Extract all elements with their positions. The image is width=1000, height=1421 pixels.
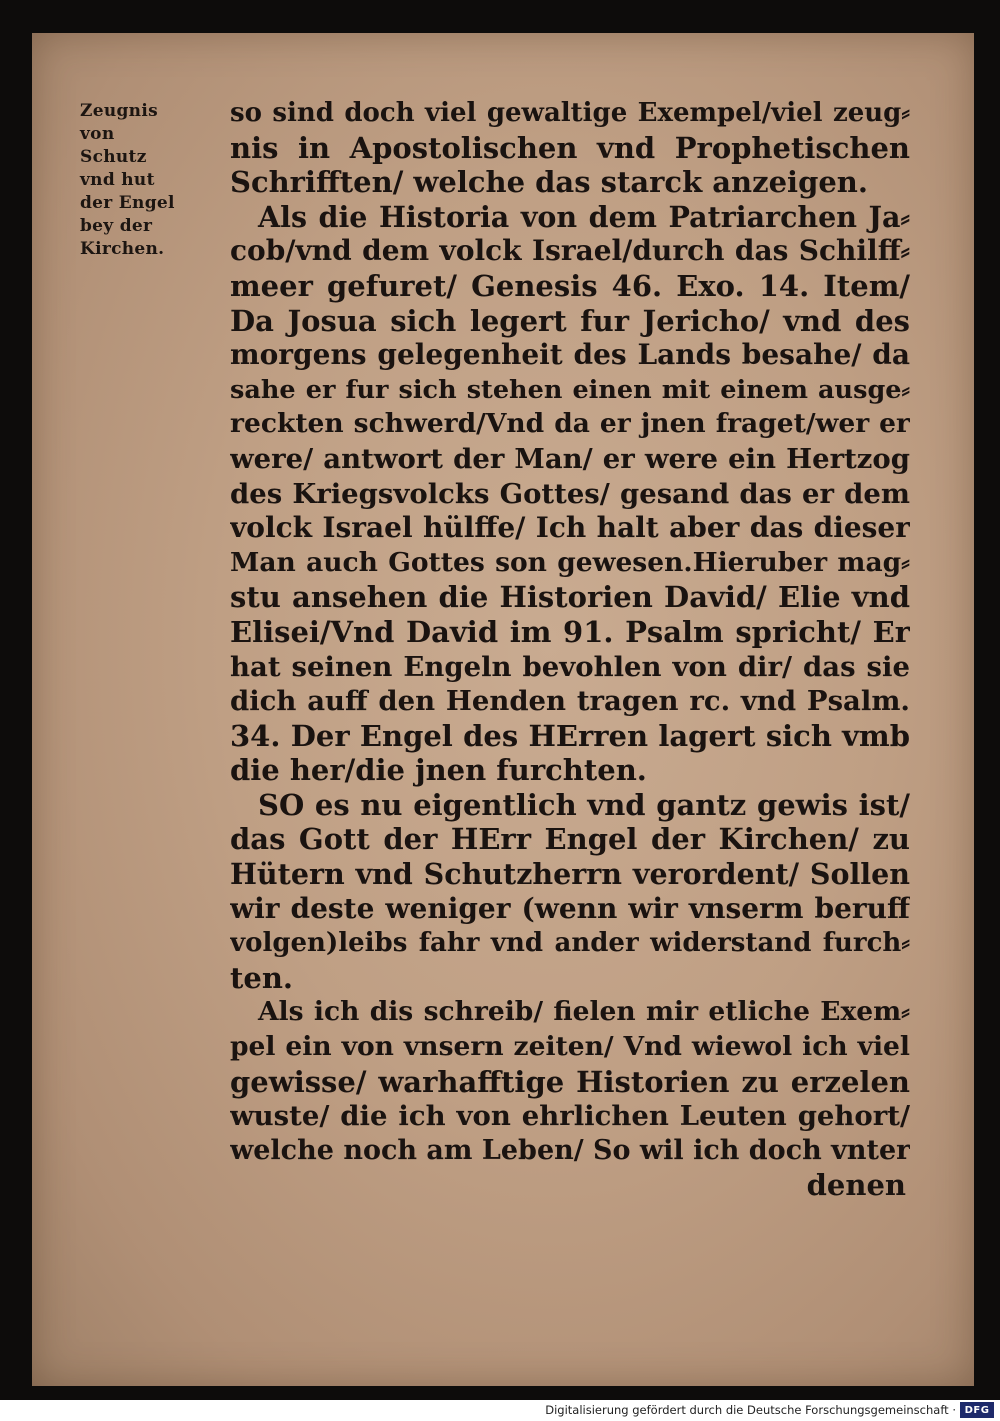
text-line: stu ansehen die Historien David/ Elie vnd [230, 580, 910, 615]
text-line: hat seinen Engeln bevohlen von dir/ das sie [230, 650, 910, 683]
text-line: wir deste weniger (wenn wir vnserm beruff [230, 891, 910, 925]
text-line: Man auch Gottes son gewesen.Hieruber mag⸗ [230, 546, 910, 578]
text-line: sahe er fur sich stehen einen mit einem ausge⸗ [230, 374, 910, 405]
text-line: Als die Historia von dem Patriarchen Ja⸗ [258, 199, 910, 234]
text-line: Elisei/Vnd David im 91. Psalm spricht/ Er [230, 614, 910, 649]
footer [0, 1400, 1000, 1421]
text-line: dich auff den Henden tragen rc. vnd Psalm. [230, 685, 910, 718]
text-line: 34. Der Engel des HErren lagert sich vmb [230, 718, 910, 753]
text-line: were/ antwort der Man/ er were ein Hertzog [230, 442, 910, 475]
catchword: denen [806, 1168, 906, 1203]
text-line: welche noch am Leben/ So wil ich doch vnter [230, 1134, 910, 1166]
text-line: die her/die jnen furchten. [230, 753, 647, 788]
margin-note [80, 100, 210, 261]
margin-note-line: Schutz [80, 147, 147, 167]
text-line: Da Josua sich legert fur Jericho/ vnd des [230, 303, 910, 338]
text-line: gewisse/ warhafftige Historien zu erzelen [230, 1064, 910, 1099]
text-line: pel ein von vnsern zeiten/ Vnd wiewol ich viel [230, 1031, 910, 1063]
text-line: reckten schwerd/Vnd da er jnen fraget/wer er [230, 408, 910, 440]
text-line: ten. [230, 960, 294, 995]
text-line: cob/vnd dem volck Israel/durch das Schilff⸗ [230, 234, 910, 268]
text-line: wuste/ die ich von ehrlichen Leuten gehort/ [230, 1100, 910, 1133]
dfg-logo: DFG [960, 1402, 994, 1418]
body-text [230, 96, 910, 1203]
text-line: Schrifften/ welche das starck anzeigen. [230, 165, 868, 200]
text-line: nis in Apostolischen vnd Prophetischen [230, 130, 910, 165]
footer-credit: Digitalisierung gefördert durch die Deutsche Forschungsgemeinschaft · [545, 1403, 956, 1417]
text-line: das Gott der HErr Engel der Kirchen/ zu [230, 822, 910, 857]
text-line: morgens gelegenheit des Lands besahe/ da [230, 338, 910, 372]
margin-note-line: Kirchen. [80, 239, 165, 259]
margin-note-line: Zeugnis [80, 101, 158, 121]
margin-note-line: vnd hut [80, 170, 155, 190]
text-line: meer gefuret/ Genesis 46. Exo. 14. Item/ [230, 268, 910, 303]
text-line: volck Israel hülffe/ Ich halt aber das dieser [230, 511, 910, 545]
text-line: SO es nu eigentlich vnd gantz gewis ist/ [258, 787, 910, 822]
margin-note-line: von [80, 124, 115, 144]
text-line: Als ich dis schreib/ fielen mir etliche Exem⸗ [258, 996, 910, 1028]
margin-note-line: bey der [80, 216, 153, 236]
text-line: volgen)leibs fahr vnd ander widerstand furch⸗ [230, 928, 910, 959]
text-line: so sind doch viel gewaltige Exempel/viel zeug⸗ [230, 98, 910, 128]
margin-note-line: der Engel [80, 193, 175, 213]
text-line: des Kriegsvolcks Gottes/ gesand das er dem [230, 477, 910, 510]
text-line: Hütern vnd Schutzherrn verordent/ Sollen [230, 857, 910, 892]
